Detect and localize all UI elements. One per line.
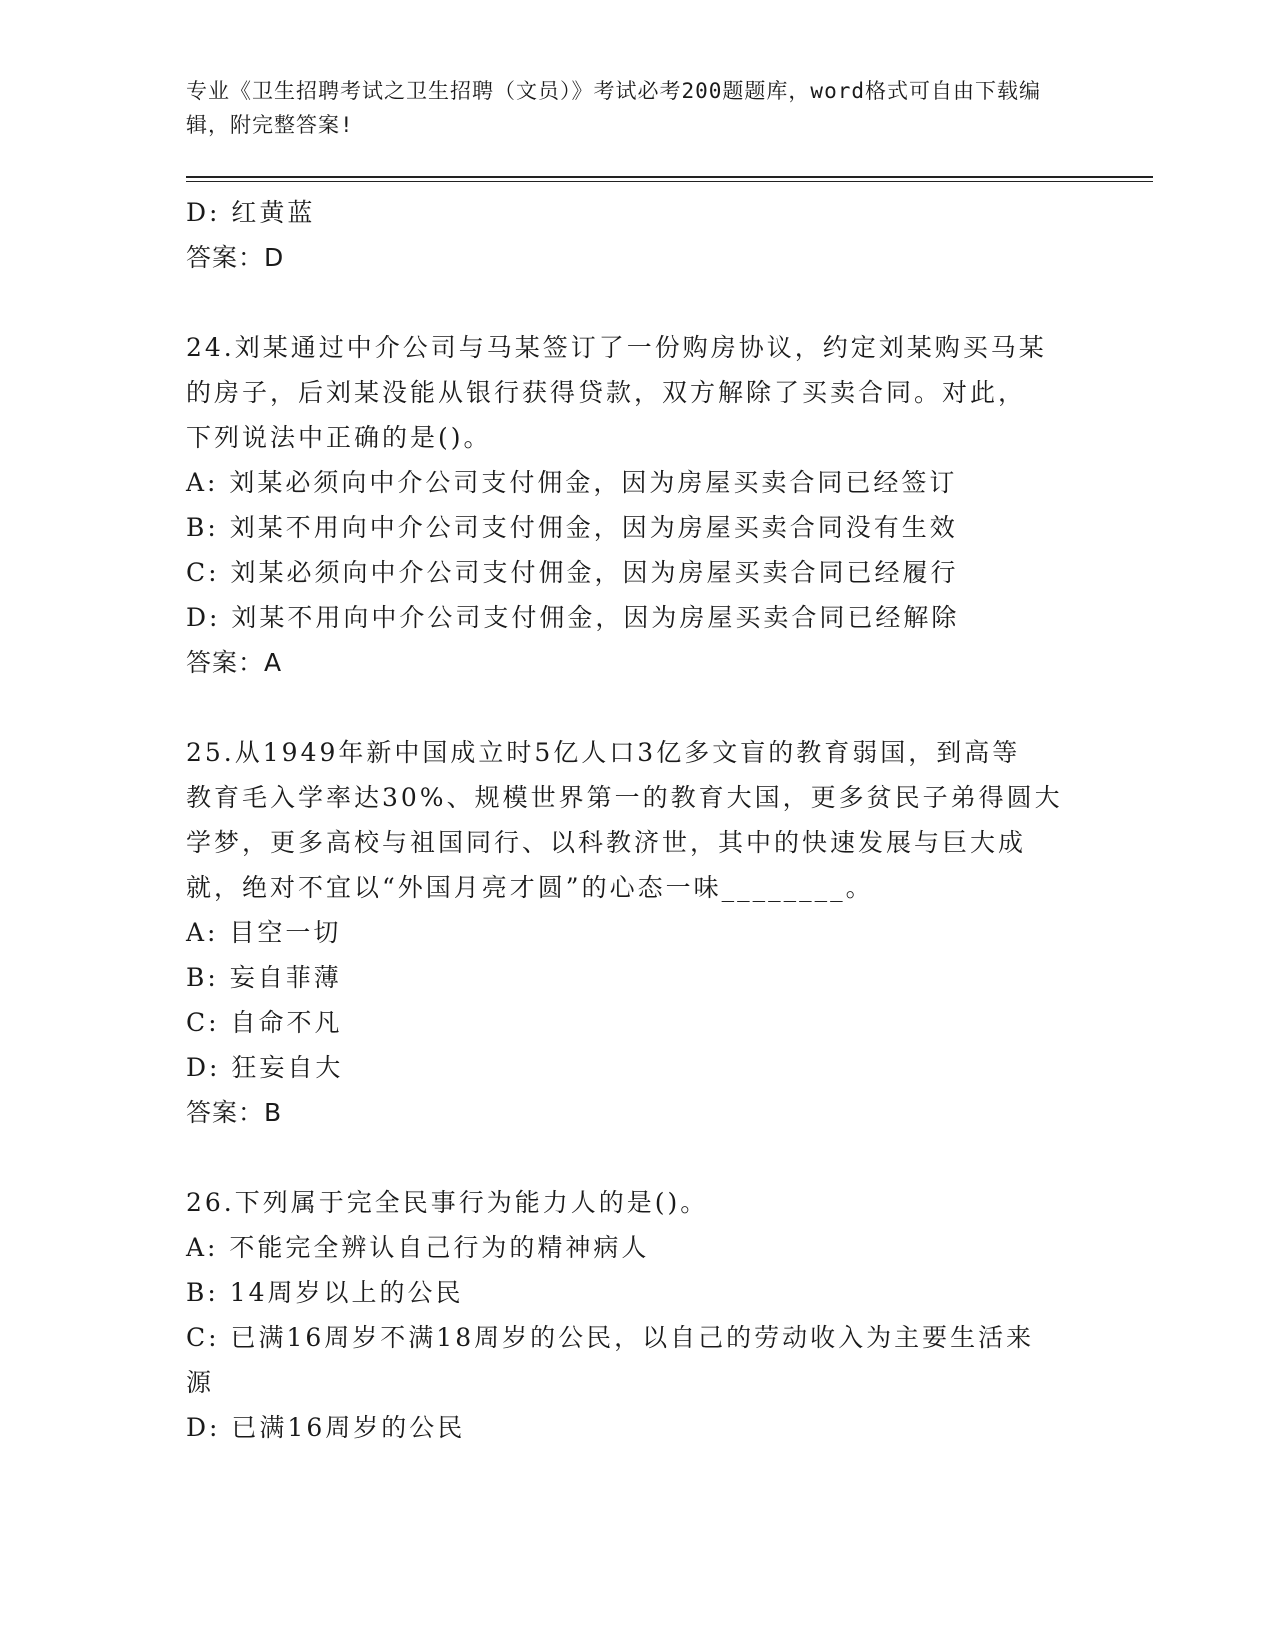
question-stem-line: 学梦，更多高校与祖国同行、以科教济世，其中的快速发展与巨大成 <box>186 828 1027 857</box>
answer: 答案：B <box>186 1098 283 1127</box>
option-c: C: 刘某必须向中介公司支付佣金，因为房屋买卖合同已经履行 <box>186 558 959 587</box>
option-d: D: 刘某不用向中介公司支付佣金，因为房屋买卖合同已经解除 <box>186 603 960 632</box>
option-a: A: 目空一切 <box>186 918 342 947</box>
question-stem-line: 就，绝对不宜以“外国月亮才圆”的心态一味________。 <box>186 873 874 902</box>
option-c: C: 已满16周岁不满18周岁的公民，以自己的劳动收入为主要生活来 <box>186 1323 1035 1352</box>
header-rule-thick <box>186 176 1153 178</box>
option-a: A: 刘某必须向中介公司支付佣金，因为房屋买卖合同已经签订 <box>186 468 958 497</box>
question-25 <box>186 730 1086 1135</box>
question-stem-line: 教育毛入学率达30%、规模世界第一的教育大国，更多贫民子弟得圆大 <box>186 783 1063 812</box>
option-c: C: 自命不凡 <box>186 1008 343 1037</box>
option-b: B: 刘某不用向中介公司支付佣金，因为房屋买卖合同没有生效 <box>186 513 958 542</box>
question-stem-line: 25.从1949年新中国成立时5亿人口3亿多文盲的教育弱国，到高等 <box>186 738 1021 767</box>
option-d: D: 已满16周岁的公民 <box>186 1413 466 1442</box>
question-stem-line: 26.下列属于完全民事行为能力人的是()。 <box>186 1188 709 1217</box>
option-d: D: 狂妄自大 <box>186 1053 344 1082</box>
question-26 <box>186 1180 1086 1450</box>
question-stem-line: 的房子，后刘某没能从银行获得贷款，双方解除了买卖合同。对此， <box>186 378 1027 407</box>
prev-question-option-d: D: 红黄蓝 <box>186 198 316 227</box>
option-c-continued: 源 <box>186 1368 215 1397</box>
prev-question-answer: 答案：D <box>186 243 285 272</box>
document-body <box>186 190 1086 1450</box>
question-24 <box>186 325 1086 685</box>
option-a: A: 不能完全辨认自己行为的精神病人 <box>186 1233 650 1262</box>
option-b: B: 14周岁以上的公民 <box>186 1278 464 1307</box>
question-stem-line: 24.刘某通过中介公司与马某签订了一份购房协议，约定刘某购买马某 <box>186 333 1047 362</box>
document-header: 专业《卫生招聘考试之卫生招聘（文员）》考试必考200题题库，word格式可自由下载编辑，附完整答案! <box>186 79 1041 137</box>
answer: 答案：A <box>186 648 283 677</box>
header-rule-thin <box>186 181 1153 182</box>
option-b: B: 妄自菲薄 <box>186 963 342 992</box>
question-stem-line: 下列说法中正确的是()。 <box>186 423 492 452</box>
